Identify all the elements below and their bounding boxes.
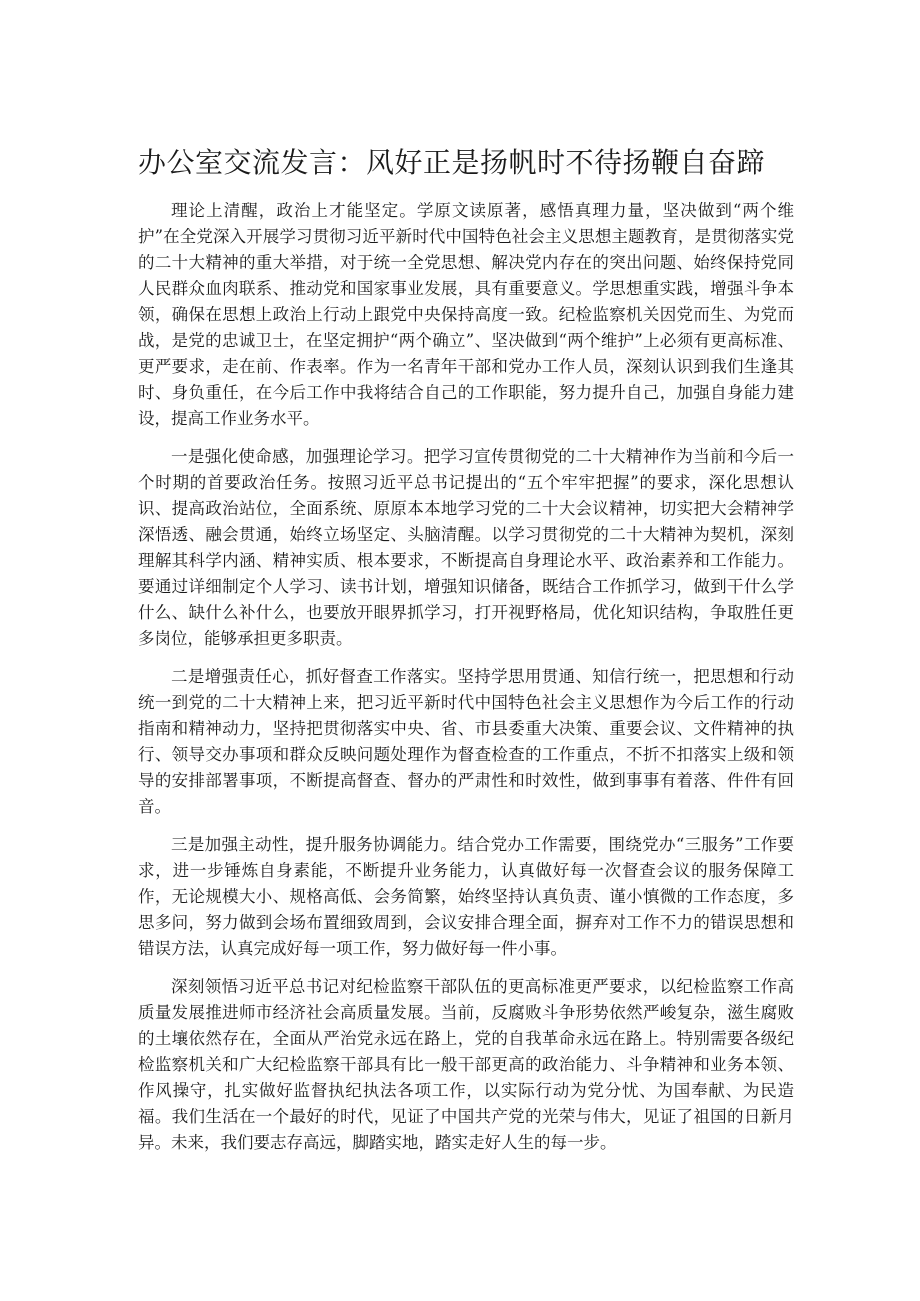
paragraph-point-one: 一是强化使命感，加强理论学习。把学习宣传贯彻党的二十大精神作为当前和今后一个时期的首要政治任务。按照习近平总书记提出的“五个牢牢把握”的要求，深化思想认识、提高政治站位，全面系统、原原本本地学习党的二十大会议精神，切实把大会精神学深悟透、融会贯通，始终立场坚定、头脑清醒。以学习贯彻党的二十大精神为契机，深刻理解其科学内涵、精神实质、根本要求，不断提高自身理论水平、政治素养和工作能力。要通过详细制定个人学习、读书计划，增强知识储备，既结合工作抓学习，做到干什么学什么、缺什么补什么，也要放开眼界抓学习，打开视野格局，优化知识结构，争取胜任更多岗位，能够承担更多职责。 xyxy=(138,447,794,648)
paragraph-point-three: 三是加强主动性，提升服务协调能力。结合党办工作需要，围绕党办“三服务”工作要求，进一步锤炼自身素能，不断提升业务能力，认真做好每一次督查会议的服务保障工作，无论规模大小、规格高低、会务简繁，始终坚持认真负责、谨小慎微的工作态度，多思多问，努力做到会场布置细致周到，会议安排合理全面，摒弃对工作不力的错误思想和错误方法，认真完成好每一项工作，努力做好每一件小事。 xyxy=(138,835,794,958)
paragraph-point-two: 二是增强责任心，抓好督查工作落实。坚持学思用贯通、知信行统一，把思想和行动统一到党的二十大精神上来，把习近平新时代中国特色社会主义思想作为今后工作的行动指南和精神动力，坚持把贯彻落实中央、省、市县委重大决策、重要会议、文件精神的执行、领导交办事项和群众反映问题处理作为督查检查的工作重点，不折不扣落实上级和领导的安排部署事项，不断提高督查、督办的严肃性和时效性，做到事事有着落、件件有回音。 xyxy=(138,667,794,816)
paragraph-conclusion: 深刻领悟习近平总书记对纪检监察干部队伍的更高标准更严要求，以纪检监察工作高质量发展推进师市经济社会高质量发展。当前，反腐败斗争形势依然严峻复杂，滋生腐败的土壤依然存在，全面从严治党永远在路上，党的自我革命永远在路上。特别需要各级纪检监察机关和广大纪检监察干部具有比一般干部更高的政治能力、斗争精神和业务本领、作风操守，扎实做好监督执纪执法各项工作，以实际行动为党分忧、为国奉献、为民造福。我们生活在一个最好的时代，见证了中国共产党的光荣与伟大，见证了祖国的日新月异。未来，我们要志存高远，脚踏实地，踏实走好人生的每一步。 xyxy=(138,977,794,1152)
document-body xyxy=(138,198,794,1168)
paragraph-intro: 理论上清醒，政治上才能坚定。学原文读原著，感悟真理力量，坚决做到“两个维护”在全党深入开展学习贯彻习近平新时代中国特色社会主义思想主题教育，是贯彻落实党的二十大精神的重大举措，对于统一全党思想、解决党内存在的突出问题、始终保持党同人民群众血肉联系、推动党和国家事业发展，具有重要意义。学思想重实践，增强斗争本领，确保在思想上政治上行动上跟党中央保持高度一致。纪检监察机关因党而生、为党而战，是党的忠诚卫士，在坚定拥护“两个确立”、坚决做到“两个维护”上必须有更高标准、更严要求，走在前、作表率。作为一名青年干部和党办工作人员，深刻认识到我们生逢其时、身负重任，在今后工作中我将结合自己的工作职能，努力提升自己，加强自身能力建设，提高工作业务水平。 xyxy=(138,201,794,428)
document-title: 办公室交流发言：风好正是扬帆时不待扬鞭自奋蹄 xyxy=(138,146,766,179)
